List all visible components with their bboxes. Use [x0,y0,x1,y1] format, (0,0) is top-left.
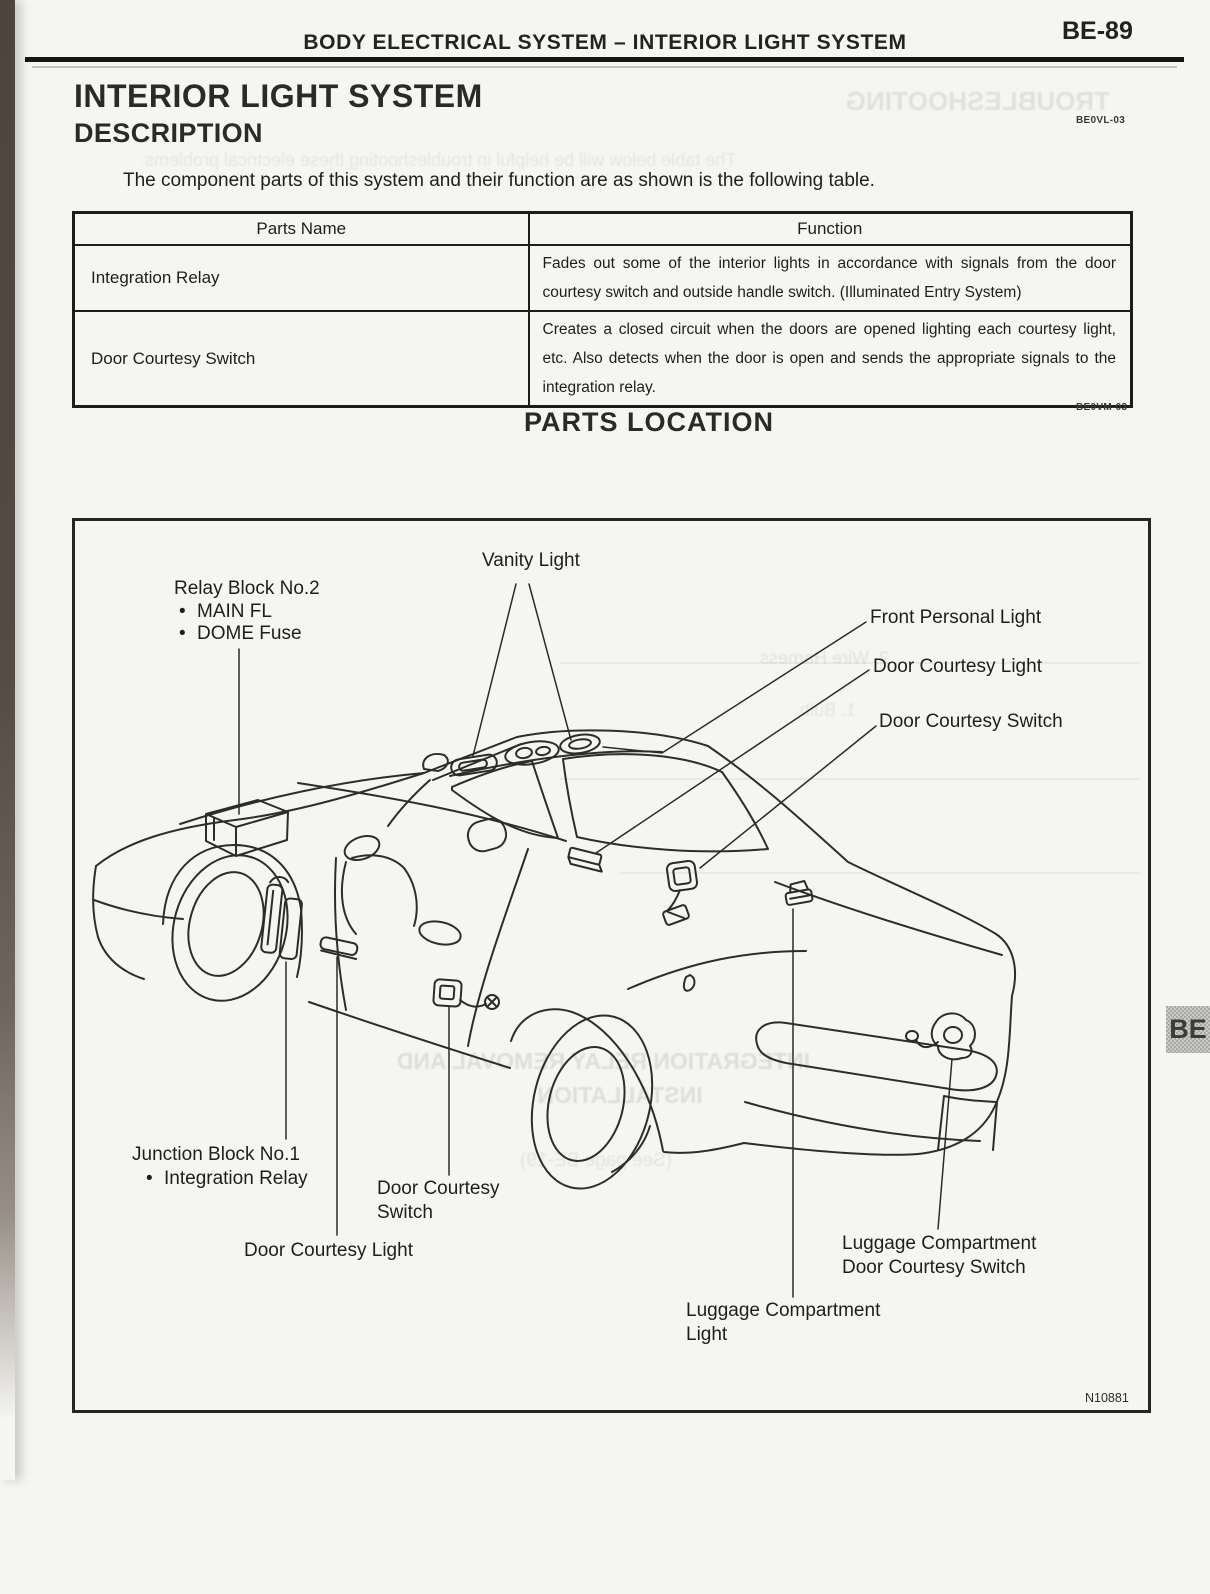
article-code-description: BE0VL-03 [1076,115,1126,126]
label-door-courtesy-switch-right: Door Courtesy Switch [879,711,1063,732]
table-row [74,245,1132,311]
ghost-bleed-text: (See page BE-19) [520,1150,673,1171]
part-name-cell: Integration Relay [74,245,529,311]
table-header-row [74,213,1132,246]
bullet-icon: • [179,623,186,644]
bullet-icon: • [179,600,186,622]
figure-number: N10881 [1085,1391,1129,1405]
intro-text: The component parts of this system and their function are as shown is the following table. [123,170,875,191]
label-luggage-switch [842,1232,1036,1280]
label-line: Switch [377,1202,433,1223]
ghost-bleed-text: INTEGRATION RELAY REMOVAL AND [396,1048,810,1074]
section-tab-label: BE [1169,1014,1207,1044]
label-door-courtesy-switch-bottom [377,1177,500,1225]
ghost-bleed-text: TROUBLESHOOTING [845,86,1110,116]
ghost-bleed-text: INSTALLATION [537,1082,703,1108]
table-row [74,311,1132,407]
ghost-bleed-text: The table below will be helpful in troubleshooting these electrical problems. [140,150,737,170]
ghost-bleed-text: 1. Bulb [800,700,857,720]
parts-location-heading: PARTS LOCATION [524,407,774,437]
label-line: Relay Block No.2 [174,578,320,599]
label-line: Luggage Compartment [842,1233,1037,1254]
label-line: Door Courtesy Switch [842,1257,1026,1278]
description-heading: DESCRIPTION [74,118,263,148]
label-line: Door Courtesy [377,1178,500,1199]
page-header-title: BODY ELECTRICAL SYSTEM – INTERIOR LIGHT SYSTEM [303,31,907,54]
ghost-bleed-text: 2. Wire Harness [760,648,890,668]
label-line: • DOME Fuse [179,623,302,644]
parts-function-table [72,211,1133,408]
label-relay-block [174,578,320,646]
label-vanity-light: Vanity Light [482,550,580,571]
scan-edge-shadow [0,0,15,1480]
section-tab [1166,1006,1210,1053]
label-line: Light [686,1324,728,1345]
section-title: INTERIOR LIGHT SYSTEM [74,78,483,114]
column-header-function: Function [529,213,1132,246]
label-front-personal-light: Front Personal Light [870,607,1042,628]
label-line: Junction Block No.1 [132,1144,300,1165]
bullet-icon: • [146,1167,153,1189]
label-line: • Integration Relay [146,1167,308,1189]
label-door-courtesy-light-right: Door Courtesy Light [873,656,1042,677]
label-junction-block [132,1143,308,1190]
column-header-parts-name: Parts Name [74,213,529,246]
label-door-courtesy-light-bottom: Door Courtesy Light [244,1240,413,1261]
part-name-cell: Door Courtesy Switch [74,311,529,407]
function-cell: Fades out some of the interior lights in accordance with signals from the door courtesy switch and outside handle switch. (Illuminated Entry System) [529,245,1132,311]
label-luggage-light [686,1299,880,1347]
header-rule-fuzz [32,66,1177,68]
article-code-parts-location: BE0VM-03 [1076,402,1128,413]
label-line: Luggage Compartment [686,1300,881,1321]
header-rule [25,57,1184,62]
page-number: BE-89 [1062,17,1133,45]
function-cell: Creates a closed circuit when the doors are opened lighting each courtesy light, etc. Also detects when the door is open and sends the appropriate signals to the integration relay. [529,311,1132,407]
label-line: • MAIN FL [179,600,272,622]
